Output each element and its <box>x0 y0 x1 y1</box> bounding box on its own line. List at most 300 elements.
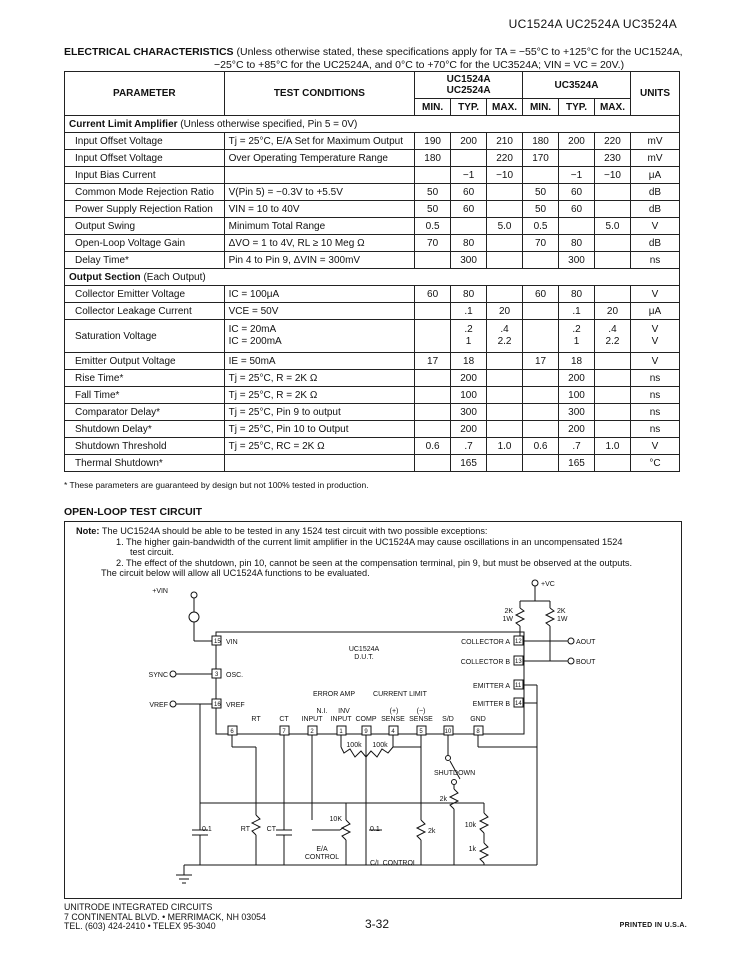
label-100k-b: 100k <box>372 742 388 749</box>
cell-max <box>594 370 630 387</box>
cell-typ: 60 <box>451 201 487 218</box>
cell-parameter: Power Supply Rejection Ration <box>65 201 225 218</box>
cell-max <box>594 235 630 252</box>
cell-min: 50 <box>415 184 451 201</box>
cell-typ <box>451 320 487 353</box>
label-ni: N.I. <box>316 708 328 715</box>
cell-max <box>487 404 523 421</box>
cell-typ <box>451 150 487 167</box>
cell-conditions: Over Operating Temperature Range <box>224 150 415 167</box>
table-row <box>65 370 680 387</box>
cell-conditions: V(Pin 5) = −0.3V to +5.5V <box>224 184 415 201</box>
label-ct2: CT <box>266 826 276 833</box>
label-aout: AOUT <box>576 639 596 646</box>
pin-14: 14 <box>515 701 522 707</box>
pin-1: 1 <box>339 729 343 735</box>
table-row <box>65 184 680 201</box>
label-cap-01b: 0.1 <box>370 826 380 833</box>
section-note: (Unless otherwise specified, Pin 5 = 0V) <box>177 118 358 130</box>
label-vin: +VIN <box>152 588 168 595</box>
footer-line1: UNITRODE INTEGRATED CIRCUITS <box>64 902 213 912</box>
cell-units: ns <box>630 404 679 421</box>
cell-min <box>415 455 451 472</box>
label-collector-a: COLLECTOR A <box>461 639 510 646</box>
section-note: (Each Output) <box>140 271 206 283</box>
cell-conditions <box>224 320 415 353</box>
note-label: Note: <box>76 526 100 536</box>
label-ea: E/A <box>316 846 328 853</box>
section-current-limit-amplifier <box>65 116 680 133</box>
header-test-conditions: TEST CONDITIONS <box>224 72 415 116</box>
pin-3: 3 <box>215 672 219 678</box>
table-row <box>65 150 680 167</box>
cell-max: 210 <box>487 133 523 150</box>
test-circuit-diagram <box>64 575 680 897</box>
label-gnd: GND <box>470 716 486 723</box>
cell-min <box>523 252 559 269</box>
cell-units: dB <box>630 184 679 201</box>
table-row <box>65 455 680 472</box>
sync-terminal <box>170 671 176 677</box>
label-chip2: D.U.T. <box>354 654 374 661</box>
cell-typ: 100 <box>559 387 595 404</box>
label-100k-a: 100k <box>346 742 362 749</box>
cell-max <box>594 404 630 421</box>
vref-terminal <box>170 701 176 707</box>
cell-typ: .1 <box>559 303 595 320</box>
cell-typ: 200 <box>451 370 487 387</box>
cell-max <box>487 421 523 438</box>
cell-min <box>523 455 559 472</box>
cell-min <box>523 370 559 387</box>
part-numbers-header: UC1524A UC2524A UC3524A <box>508 17 677 31</box>
cell-max <box>594 320 630 353</box>
pin-13: 13 <box>515 659 522 665</box>
cell-max <box>594 455 630 472</box>
label-input1: INPUT <box>301 716 323 723</box>
cell-typ: −1 <box>559 167 595 184</box>
cell-conditions: Tj = 25°C, RC = 2K Ω <box>224 438 415 455</box>
cell-typ: 300 <box>559 252 595 269</box>
cell-typ: −1 <box>451 167 487 184</box>
label-inv: INV <box>338 708 350 715</box>
cell-units: ns <box>630 421 679 438</box>
cell-max: −10 <box>594 167 630 184</box>
cell-conditions: ΔVO = 1 to 4V, RL ≥ 10 Meg Ω <box>224 235 415 252</box>
notes <box>76 526 666 579</box>
pin-10: 10 <box>444 729 452 735</box>
cell-typ: 300 <box>559 404 595 421</box>
cell-conditions: Tj = 25°C, R = 2K Ω <box>224 387 415 404</box>
cell-parameter: Input Bias Current <box>65 167 225 184</box>
cell-max <box>487 387 523 404</box>
label-input2: INPUT <box>330 716 352 723</box>
cell-min: 180 <box>523 133 559 150</box>
cell-typ: 165 <box>451 455 487 472</box>
resistor-10k-pot <box>342 820 350 840</box>
cell-max <box>594 421 630 438</box>
cell-max <box>487 320 523 353</box>
cell-typ: 100 <box>451 387 487 404</box>
cell-typ: 80 <box>559 235 595 252</box>
header-min: MIN. <box>415 99 451 116</box>
note-3: The circuit below will allow all UC1524A functions to be evaluated. <box>101 568 370 578</box>
cell-units: dB <box>630 235 679 252</box>
cell-typ: 200 <box>559 133 595 150</box>
cell-max <box>487 252 523 269</box>
label-1w-b: 1W <box>557 616 568 623</box>
sat-typ-a: .2 <box>572 324 581 335</box>
label-emitter-b: EMITTER B <box>472 701 510 708</box>
cell-max: 5.0 <box>487 218 523 235</box>
electrical-characteristics-table <box>64 71 680 472</box>
cell-min: 50 <box>523 184 559 201</box>
header-uc3524a: UC3524A <box>523 72 631 99</box>
cell-units: μA <box>630 167 679 184</box>
pin-4: 4 <box>391 729 395 735</box>
section-title: Output Section <box>69 271 141 283</box>
cell-min <box>523 167 559 184</box>
cell-min: 60 <box>415 286 451 303</box>
cell-conditions: Tj = 25°C, Pin 10 to Output <box>224 421 415 438</box>
header-units: UNITS <box>630 72 679 116</box>
cell-min: 180 <box>415 150 451 167</box>
cell-typ: .7 <box>451 438 487 455</box>
footnote: * These parameters are guaranteed by design but not 100% tested in production. <box>64 480 369 490</box>
cell-typ <box>559 150 595 167</box>
cell-min <box>523 303 559 320</box>
cell-parameter: Collector Leakage Current <box>65 303 225 320</box>
cell-min <box>415 421 451 438</box>
label-vc: +VC <box>541 581 555 588</box>
cell-max <box>487 455 523 472</box>
pin-9: 9 <box>364 729 368 735</box>
cell-min: 190 <box>415 133 451 150</box>
cell-typ: 200 <box>451 421 487 438</box>
sat-typ-b: 1 <box>465 336 472 347</box>
label-2k-a: 2K <box>504 608 513 615</box>
cell-units <box>630 320 679 353</box>
cell-min <box>415 370 451 387</box>
cell-typ: 18 <box>559 353 595 370</box>
label-plus: (+) <box>389 708 399 715</box>
cell-parameter: Fall Time* <box>65 387 225 404</box>
label-cap-01a: 0.1 <box>202 826 212 833</box>
cell-typ <box>559 218 595 235</box>
sat-typ-a: .2 <box>464 324 473 335</box>
label-pin3: OSC. <box>226 672 244 679</box>
cell-typ: .7 <box>559 438 595 455</box>
cell-max: 20 <box>487 303 523 320</box>
cell-units: μA <box>630 303 679 320</box>
section-output-section <box>65 269 680 286</box>
resistor-10k-b <box>480 813 488 833</box>
label-vref: VREF <box>149 702 168 709</box>
header-typ: TYP. <box>559 99 595 116</box>
cell-max: 230 <box>594 150 630 167</box>
table-row <box>65 252 680 269</box>
cell-min <box>415 387 451 404</box>
cell-parameter: Input Offset Voltage <box>65 133 225 150</box>
cell-parameter: Comparator Delay* <box>65 404 225 421</box>
table-row <box>65 303 680 320</box>
cell-conditions: Tj = 25°C, R = 2K Ω <box>224 370 415 387</box>
cell-parameter: Delay Time* <box>65 252 225 269</box>
electrical-characteristics-intro <box>64 46 704 72</box>
cell-max <box>487 370 523 387</box>
table-row <box>65 167 680 184</box>
section-title: Current Limit Amplifier <box>69 118 178 130</box>
label-rt: RT <box>251 716 261 723</box>
cell-units: V <box>630 438 679 455</box>
cell-conditions: IE = 50mA <box>224 353 415 370</box>
cell-min: 0.6 <box>523 438 559 455</box>
cell-max <box>594 353 630 370</box>
cell-max <box>487 235 523 252</box>
cell-conditions: Pin 4 to Pin 9, ΔVIN = 300mV <box>224 252 415 269</box>
cell-typ: 60 <box>559 201 595 218</box>
label-10k-b: 10k <box>464 822 476 829</box>
cell-typ: .1 <box>451 303 487 320</box>
cell-conditions: Tj = 25°C, E/A Set for Maximum Output <box>224 133 415 150</box>
sat-max-a: .4 <box>608 324 617 335</box>
cell-max <box>594 184 630 201</box>
cell-parameter: Shutdown Delay* <box>65 421 225 438</box>
label-ct: CT <box>279 716 289 723</box>
resistor-2k-cl <box>417 820 425 840</box>
cell-max: 1.0 <box>594 438 630 455</box>
pin-6: 6 <box>230 729 234 735</box>
cell-parameter: Common Mode Rejection Ratio <box>65 184 225 201</box>
label-sync: SYNC <box>148 672 168 679</box>
footer-address <box>64 903 266 932</box>
cell-conditions <box>224 167 415 184</box>
vin-terminal <box>191 592 197 598</box>
label-emitter-a: EMITTER A <box>473 683 510 690</box>
ec-line2: −25°C to +85°C for the UC2524A, and 0°C to +70°C for the UC3524A; VIN = VC = 20V.) <box>214 59 625 71</box>
cell-max: 1.0 <box>487 438 523 455</box>
resistor-1k <box>480 843 488 863</box>
cell-min <box>523 387 559 404</box>
cell-typ: 200 <box>451 133 487 150</box>
label-current-limit: CURRENT LIMIT <box>373 691 427 698</box>
pin-5: 5 <box>419 729 423 735</box>
cell-conditions: Minimum Total Range <box>224 218 415 235</box>
cell-conditions: Tj = 25°C, Pin 9 to output <box>224 404 415 421</box>
label-sense1: SENSE <box>381 716 405 723</box>
cell-typ <box>451 218 487 235</box>
ec-line1: (Unless otherwise stated, these specifications apply for TA = −55°C to +125°C for the UC1524A, <box>236 46 683 58</box>
cell-parameter: Input Offset Voltage <box>65 150 225 167</box>
cell-units: dB <box>630 201 679 218</box>
cell-max <box>487 286 523 303</box>
cell-typ: 300 <box>451 252 487 269</box>
cell-conditions: IC = 100μA <box>224 286 415 303</box>
cell-typ <box>559 320 595 353</box>
cell-parameter: Output Swing <box>65 218 225 235</box>
cell-min <box>415 303 451 320</box>
bout-terminal <box>568 658 574 664</box>
cell-conditions <box>224 455 415 472</box>
label-error-amp: ERROR AMP <box>312 691 356 698</box>
pin-12: 12 <box>515 639 522 645</box>
pin-15: 15 <box>214 639 221 645</box>
ec-title: ELECTRICAL CHARACTERISTICS <box>64 46 234 58</box>
cell-units: °C <box>630 455 679 472</box>
cell-parameter: Emitter Output Voltage <box>65 353 225 370</box>
cell-min: 0.6 <box>415 438 451 455</box>
cell-max: 220 <box>594 133 630 150</box>
aout-terminal <box>568 638 574 644</box>
label-1k: 1k <box>468 846 476 853</box>
header-max: MAX. <box>487 99 523 116</box>
cell-min <box>415 167 451 184</box>
table-row <box>65 421 680 438</box>
cell-min: 17 <box>415 353 451 370</box>
label-comp: COMP <box>355 716 377 723</box>
cell-typ: 200 <box>559 370 595 387</box>
label-sense2: SENSE <box>409 716 433 723</box>
cell-min <box>523 421 559 438</box>
label-pin16: VREF <box>226 702 245 709</box>
note-intro: The UC1524A should be able to be tested in any 1524 test circuit with two possible exceptions: <box>101 526 488 536</box>
table-row <box>65 387 680 404</box>
cell-max <box>487 201 523 218</box>
cell-parameter: Saturation Voltage <box>65 320 225 353</box>
printed-in-usa: PRINTED IN U.S.A. <box>619 922 687 929</box>
cell-typ: 80 <box>451 286 487 303</box>
table-row <box>65 201 680 218</box>
label-1w-a: 1W <box>502 616 513 623</box>
label-10k-pot: 10K <box>329 816 342 823</box>
label-bout: BOUT <box>576 659 596 666</box>
pin-11: 11 <box>515 683 522 689</box>
cell-units: ns <box>630 252 679 269</box>
sat-cond2: IC = 200mA <box>228 336 282 347</box>
section-title-open-loop: OPEN-LOOP TEST CIRCUIT <box>64 506 203 518</box>
header-min: MIN. <box>523 99 559 116</box>
header-parameter: PARAMETER <box>65 72 225 116</box>
cell-typ: 80 <box>451 235 487 252</box>
resistor-2k-shutdown <box>450 789 458 809</box>
sat-cond1: IC = 20mA <box>228 324 277 335</box>
label-chip1: UC1524A <box>348 646 380 653</box>
table-row <box>65 404 680 421</box>
label-sd: S/D <box>442 716 454 723</box>
cell-units: ns <box>630 387 679 404</box>
cell-parameter: Open-Loop Voltage Gain <box>65 235 225 252</box>
note-1a: 1. The higher gain-bandwidth of the current limit amplifier in the UC1524A may cause oscillations in an uncompensated 1524 <box>116 536 623 547</box>
cell-min: 17 <box>523 353 559 370</box>
cell-units: V <box>630 286 679 303</box>
cell-max: 220 <box>487 150 523 167</box>
label-2k-shutdown: 2k <box>439 796 447 803</box>
cell-max <box>594 252 630 269</box>
pin-8: 8 <box>476 729 480 735</box>
cell-parameter: Collector Emitter Voltage <box>65 286 225 303</box>
cell-parameter: Rise Time* <box>65 370 225 387</box>
pin-16: 16 <box>214 702 221 708</box>
cell-typ: 300 <box>451 404 487 421</box>
cell-min <box>523 404 559 421</box>
cell-units: mV <box>630 150 679 167</box>
cell-conditions: VCE = 50V <box>224 303 415 320</box>
table-row <box>65 235 680 252</box>
cell-min <box>523 320 559 353</box>
cell-conditions: VIN = 10 to 40V <box>224 201 415 218</box>
cell-min: 0.5 <box>415 218 451 235</box>
label-control: CONTROL <box>304 854 340 861</box>
cell-min: 50 <box>523 201 559 218</box>
sat-typ-b: 1 <box>573 336 580 347</box>
header-uc1524a-uc2524a <box>415 72 523 99</box>
sat-unit-a: V <box>651 324 659 335</box>
cell-max: 5.0 <box>594 218 630 235</box>
cell-min <box>415 404 451 421</box>
pin-2: 2 <box>310 729 314 735</box>
note-2: 2. The effect of the shutdown, pin 10, cannot be seen at the compensation terminal, pin 9, but must be observed at the outputs. <box>116 557 633 568</box>
cell-max: −10 <box>487 167 523 184</box>
pin-7: 7 <box>282 729 286 735</box>
label-rt2: RT <box>240 826 250 833</box>
cell-min: 70 <box>415 235 451 252</box>
cell-units: V <box>630 353 679 370</box>
cell-max <box>594 201 630 218</box>
table-row <box>65 353 680 370</box>
cell-min: 50 <box>415 201 451 218</box>
label-pin15: VIN <box>226 639 238 646</box>
cell-max <box>594 387 630 404</box>
label-shutdown: SHUTDOWN <box>434 770 476 777</box>
resistor-rt <box>252 815 260 835</box>
cell-min: 60 <box>523 286 559 303</box>
note-1b: test circuit. <box>130 547 174 557</box>
cell-typ: 200 <box>559 421 595 438</box>
resistor-2k-b <box>546 608 554 626</box>
label-collector-b: COLLECTOR B <box>460 659 510 666</box>
sat-max-b: 2.2 <box>605 336 620 347</box>
cell-min: 70 <box>523 235 559 252</box>
current-meter <box>189 612 199 622</box>
sat-max-b: 2.2 <box>497 336 512 347</box>
label-minus: (−) <box>416 708 426 715</box>
sat-max-a: .4 <box>500 324 509 335</box>
cell-typ: 60 <box>451 184 487 201</box>
cell-typ: 60 <box>559 184 595 201</box>
cell-typ: 18 <box>451 353 487 370</box>
label-cl-control: C/L CONTROL <box>370 860 417 867</box>
page-number: 3-32 <box>365 917 390 931</box>
table-row <box>65 218 680 235</box>
cell-typ: 80 <box>559 286 595 303</box>
header-uc2524a: UC2524A <box>446 85 491 96</box>
table-row <box>65 286 680 303</box>
cell-units: mV <box>630 133 679 150</box>
cell-min: 0.5 <box>523 218 559 235</box>
cell-parameter: Shutdown Threshold <box>65 438 225 455</box>
vc-terminal <box>532 580 538 586</box>
footer-line2: 7 CONTINENTAL BLVD. • MERRIMACK, NH 03054 <box>64 911 266 922</box>
cell-min <box>415 252 451 269</box>
label-2k-cl: 2k <box>428 828 436 835</box>
cell-max: 20 <box>594 303 630 320</box>
cell-typ: 165 <box>559 455 595 472</box>
cell-parameter: Thermal Shutdown* <box>65 455 225 472</box>
header-typ: TYP. <box>451 99 487 116</box>
resistor-2k-a <box>516 608 524 626</box>
table-row <box>65 133 680 150</box>
sat-unit-b: V <box>651 336 659 347</box>
